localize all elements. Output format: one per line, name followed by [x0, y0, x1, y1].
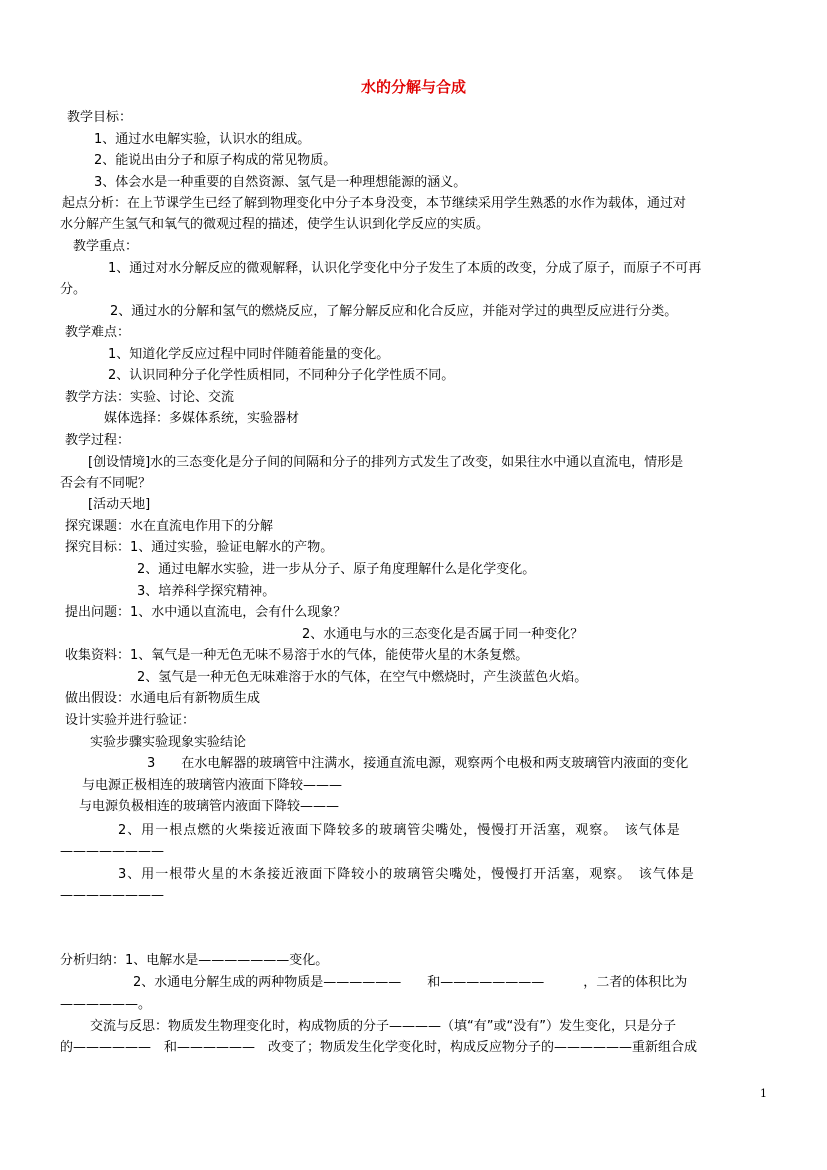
text-line: 的—————— 和—————— 改变了；物质发生化学变化时，构成反应物分子的——————重新组合成 [60, 1040, 698, 1055]
text-line: ———————— [60, 844, 164, 859]
text-line: 教学过程： [65, 433, 131, 448]
text-line: 3 在水电解器的玻璃管中注满水，接通直流电源，观察两个电极和两支玻璃管内液面的变化 [147, 756, 689, 771]
text-line: 设计实验并进行验证： [65, 713, 196, 728]
text-line: 2、氢气是一种无色无味难溶于水的气体，在空气中燃烧时，产生淡蓝色火焰。 [137, 670, 588, 685]
text-line: 2、水通电与水的三态变化是否属于同一种变化？ [302, 627, 584, 642]
text-line: 2、认识同种分子化学性质相同，不同种分子化学性质不同。 [108, 368, 455, 383]
text-line: 实验步骤实验现象实验结论 [90, 735, 247, 750]
text-line: 3、用一根带火星的木条接近液面下降较小的玻璃管尖嘴处，慢慢打开活塞，观察。 该气体是 [118, 867, 695, 882]
text-line: [创设情境]水的三态变化是分子间的间隔和分子的排列方式发生了改变，如果往水中通以直流电，情形是 [88, 455, 684, 470]
text-line: 水分解产生氢气和氧气的微观过程的描述，使学生认识到化学反应的实质。 [60, 217, 490, 232]
text-line: [活动天地] [88, 497, 151, 512]
text-line: 教学难点： [65, 325, 131, 340]
text-line: 与电源正极相连的玻璃管内液面下降较——— [82, 778, 343, 793]
text-line: 媒体选择：多媒体系统，实验器材 [104, 411, 300, 426]
text-line: 1、通过对水分解反应的微观解释，认识化学变化中分子发生了本质的改变，分成了原子，而原子不可再 [108, 261, 702, 276]
text-line: 探究课题：水在直流电作用下的分解 [65, 519, 274, 534]
text-line: 2、能说出由分子和原子构成的常见物质。 [94, 153, 337, 168]
text-line: 2、水通电分解生成的两种物质是—————— 和———————— ，二者的体积比为 [133, 975, 688, 990]
text-line: 3、培养科学探究精神。 [137, 584, 276, 599]
page-number: 1 [760, 1087, 767, 1100]
text-line: 2、通过电解水实验，进一步从分子、原子角度理解什么是化学变化。 [137, 562, 536, 577]
text-line: 否会有不同呢？ [60, 476, 152, 491]
document-title: 水的分解与合成 [360, 78, 466, 96]
text-line: ——————。 [60, 997, 152, 1012]
text-line: 2、用一根点燃的火柴接近液面下降较多的玻璃管尖嘴处，慢慢打开活塞，观察。 该气体是 [118, 823, 681, 838]
text-line: 探究目标：1、通过实验，验证电解水的产物。 [65, 540, 334, 555]
text-line: ———————— [60, 888, 164, 903]
text-line: 教学目标： [67, 110, 133, 125]
text-line: 做出假设：水通电后有新物质生成 [65, 691, 261, 706]
text-line: 教学重点： [73, 239, 139, 254]
text-line: 1、通过水电解实验，认识水的组成。 [94, 132, 311, 147]
text-line: 分析归纳：1、电解水是———————变化。 [60, 953, 329, 968]
text-line: 收集资料：1、氧气是一种无色无味不易溶于水的气体，能使带火星的木条复燃。 [65, 648, 529, 663]
text-line: 3、体会水是一种重要的自然资源、氢气是一种理想能源的涵义。 [94, 175, 467, 190]
text-line: 2、通过水的分解和氢气的燃烧反应，了解分解反应和化合反应，并能对学过的典型反应进行分类。 [110, 304, 678, 319]
text-line: 1、知道化学反应过程中同时伴随着能量的变化。 [108, 347, 390, 362]
text-line: 教学方法：实验、讨论、交流 [65, 390, 235, 405]
text-line: 提出问题：1、水中通以直流电，会有什么现象？ [65, 605, 347, 620]
text-line: 起点分析：在上节课学生已经了解到物理变化中分子本身没变，本节继续采用学生熟悉的水作为载体，通过对 [62, 196, 687, 211]
text-line: 分。 [60, 282, 87, 297]
text-line: 交流与反思：物质发生物理变化时，构成物质的分子————（填“有”或“没有”）发生变化，只是分子 [90, 1019, 676, 1034]
text-line: 与电源负极相连的玻璃管内液面下降较——— [79, 799, 340, 814]
